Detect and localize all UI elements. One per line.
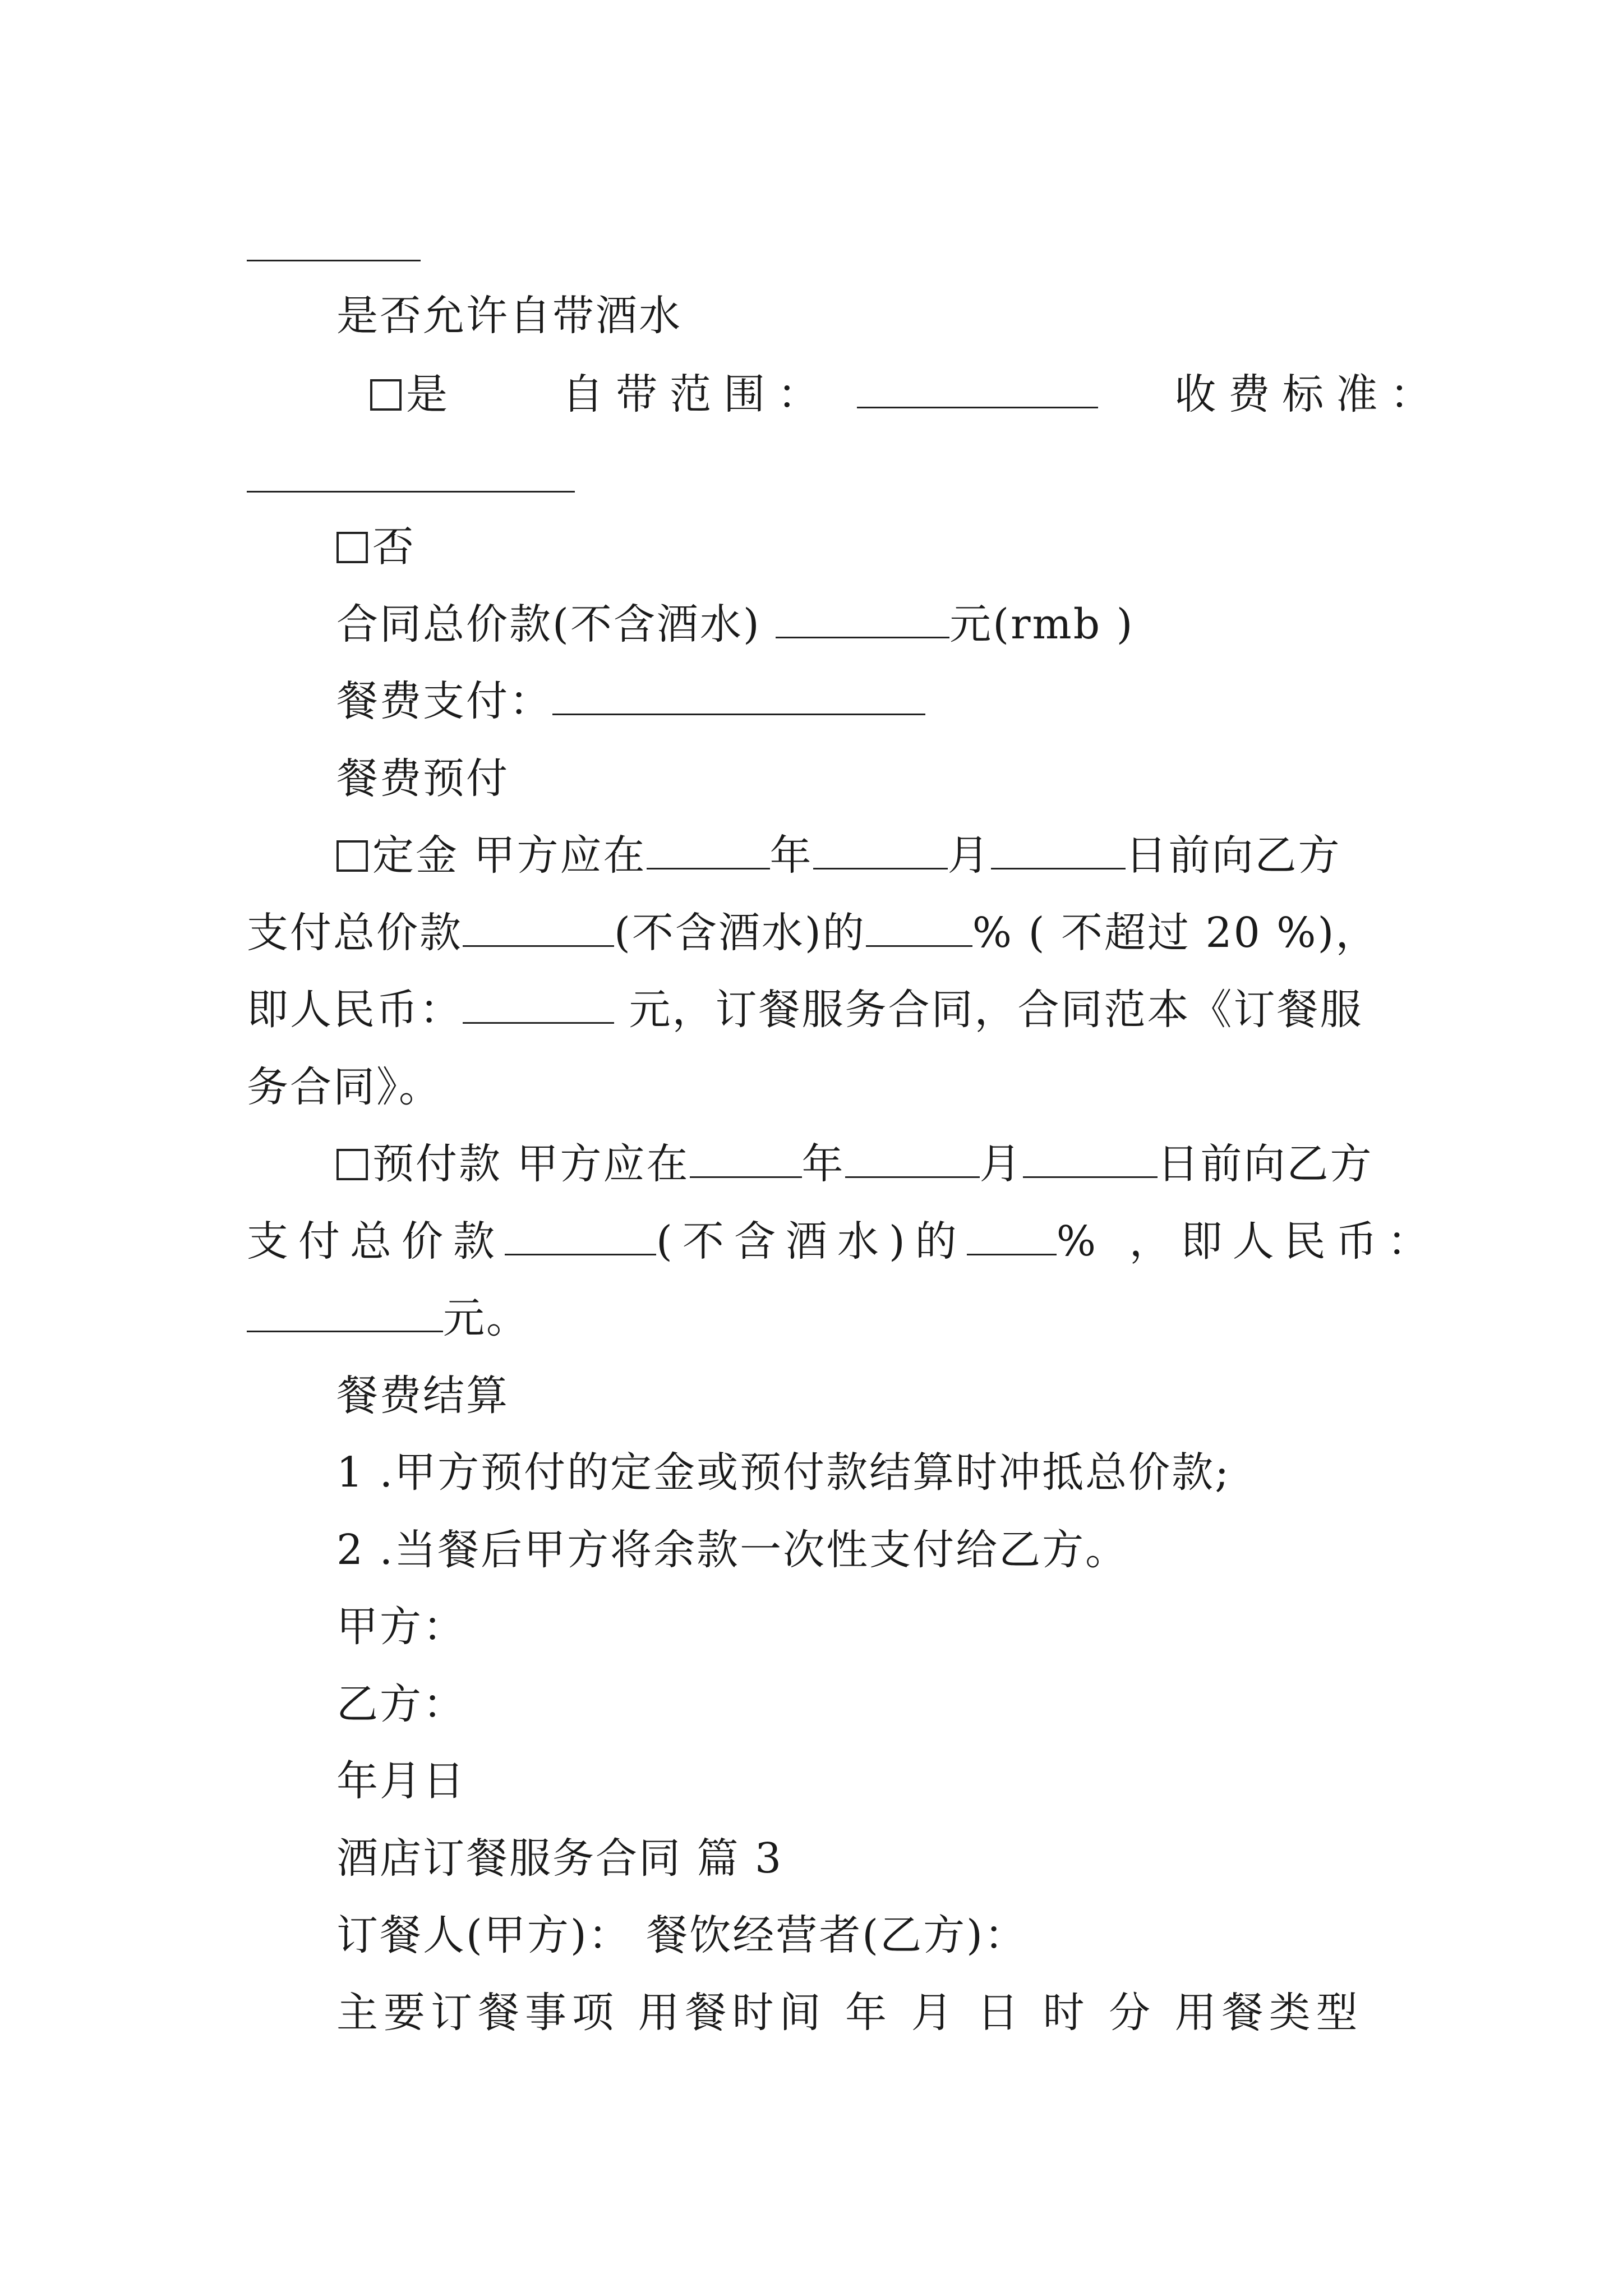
meal-payment-label: 餐费支付： [336,677,552,725]
no-option-line [336,522,416,572]
meal-payment-line [336,676,925,726]
day-before-label: 日前向乙方 [1157,1140,1373,1188]
total-price-label: 合同总价款(不含酒水) [336,600,761,648]
deposit-checkbox[interactable] [336,840,368,872]
no-checkbox[interactable] [336,532,368,563]
deposit-rmb-blank[interactable] [463,987,614,1024]
year-label: 年 [769,831,813,880]
deposit-amount-blank[interactable] [463,910,614,947]
deposit-text: 甲方应在 [473,831,647,880]
deposit-percent-blank[interactable] [866,910,972,947]
month-label: 月 [947,831,991,880]
settle-item-1: 1 .甲方预付的定金或预付款结算时冲抵总价款; [336,1448,1231,1497]
deposit-tail: 元，订餐服务合同，合同范本《订餐服 [629,986,1363,1034]
deposit-day-blank[interactable] [991,833,1126,869]
advance-checkbox[interactable] [336,1149,368,1180]
top-blank-line [247,260,421,261]
bring-own-drinks-question: 是否允许自带酒水 [336,292,682,340]
date-line: 年月日 [336,1757,466,1805]
yuan-end-label: 元。 [443,1294,529,1342]
fee-standard-label: 收费标准： [1174,370,1444,418]
percent-comma-label: % ，即人民币： [1056,1217,1439,1266]
advance-amount-blank[interactable] [505,1219,656,1255]
pay-total-label: 支付总价款 [247,1217,505,1266]
deposit-line-1 [336,830,1341,881]
section-title: 酒店订餐服务合同 篇 3 [336,1834,783,1883]
month-label: 月 [979,1140,1023,1188]
deposit-line-4: 务合同》。 [247,1063,442,1111]
advance-line-2 [247,1216,1439,1267]
settle-item-2: 2 .当餐后甲方将余款一次性支付给乙方。 [336,1526,1129,1574]
fee-standard-blank[interactable] [247,491,575,493]
advance-day-blank[interactable] [1023,1142,1158,1178]
self-range-label: 自带范围： [562,370,832,418]
self-range-blank[interactable] [857,372,1098,408]
day-before-label: 日前向乙方 [1125,831,1341,880]
main-items-line: 主要订餐事项 用餐时间 年 月 日 时 分 用餐类型 [336,1989,1363,2037]
percent-limit-label: % ( 不超过 20 %)， [972,909,1379,957]
prepay-title: 餐费预付 [336,754,509,803]
excl-drinks-label: (不含酒水)的 [656,1217,967,1266]
yes-checkbox[interactable] [370,379,402,411]
deposit-line-3 [247,984,1363,1035]
settle-title: 餐费结算 [336,1372,509,1420]
deposit-label: 定金 [372,831,459,880]
advance-rmb-blank[interactable] [247,1296,443,1332]
total-price-blank[interactable] [776,602,949,638]
deposit-line-2 [247,908,1378,958]
year-label: 年 [801,1140,845,1188]
advance-line-3 [247,1293,529,1343]
deposit-month-blank[interactable] [813,833,948,869]
parties-line: 订餐人(甲方)： 餐饮经营者(乙方)： [336,1911,1028,1959]
yes-option-line [370,369,1444,420]
advance-label: 预付款 [372,1140,502,1188]
rmb-label: 即人民币： [247,986,463,1034]
yes-label: 是 [406,370,460,418]
advance-line-1 [336,1139,1373,1189]
meal-payment-blank[interactable] [552,679,925,715]
pay-total-label: 支付总价款 [247,909,463,957]
party-a-line: 甲方： [336,1603,466,1651]
deposit-year-blank[interactable] [647,833,770,869]
advance-month-blank[interactable] [845,1142,980,1178]
advance-year-blank[interactable] [690,1142,802,1178]
party-b-line: 乙方： [336,1680,466,1728]
no-label: 否 [372,523,416,571]
total-price-line [336,599,1134,650]
total-price-unit: 元(rmb ) [949,600,1135,648]
advance-percent-blank[interactable] [967,1219,1057,1255]
excl-drinks-label: (不含酒水)的 [614,909,866,957]
advance-text: 甲方应在 [517,1140,690,1188]
